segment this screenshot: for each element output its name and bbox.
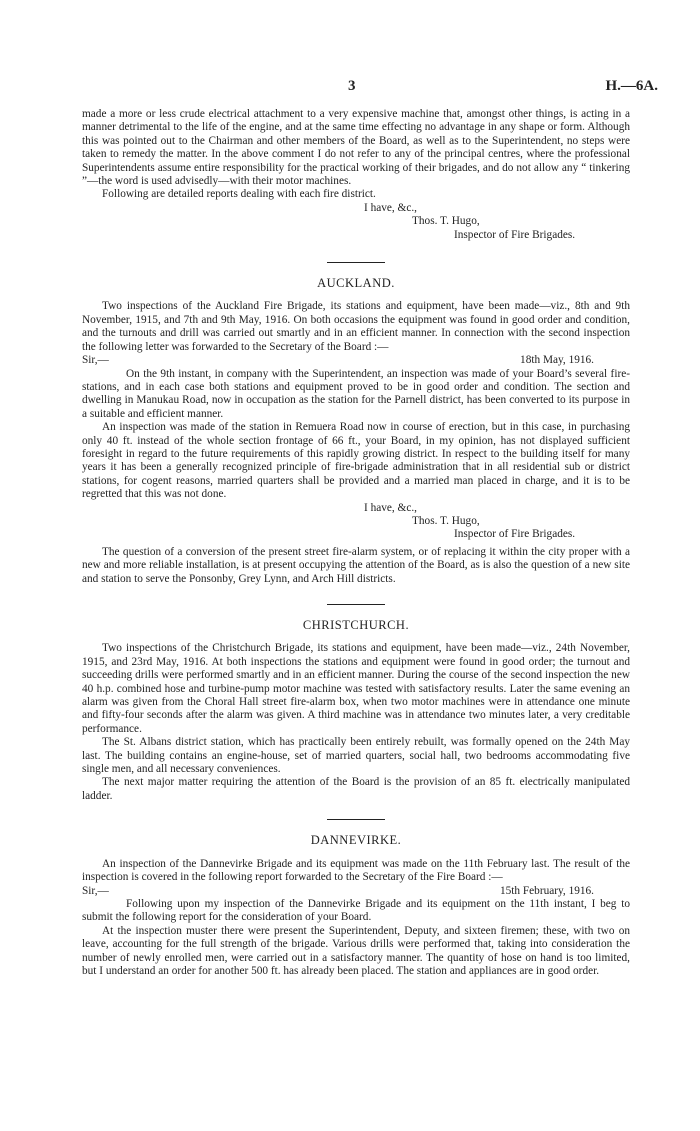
section-heading-dannevirke: DANNEVIRKE.: [310, 833, 402, 848]
letter-date: 15th February, 1916.: [499, 884, 594, 897]
dannevirke-letter-header: [82, 885, 630, 898]
section-divider: [327, 604, 385, 605]
page-body: [82, 108, 630, 978]
signature-name: Thos. T. Hugo,: [412, 215, 480, 228]
auckland-paragraph-2: The question of a conversion of the present street fire-alarm system, or of replacing it within the city proper with a new and more reliable installation, is at present occupying the attention of the Board, as is also the question of a new site and station to serve the Ponsonby, Grey Lynn, and Arch Hill districts.: [82, 545, 630, 585]
section-heading-christchurch: CHRISTCHURCH.: [302, 618, 410, 632]
page-number: 3: [348, 78, 356, 94]
section-divider: [327, 262, 385, 263]
letter-salutation: Sir,—: [82, 354, 109, 367]
section-divider: [327, 819, 385, 820]
christchurch-paragraph-3: The next major matter requiring the attention of the Board is the provision of an 85 ft. electrically manipulated ladder.: [82, 776, 630, 802]
auckland-letter-header: [82, 354, 630, 367]
auckland-letter-paragraph-2: An inspection was made of the station in Remuera Road now in course of erection, but in this case, in purchasing only 40 ft. instead of the whole section frontage of 66 ft., your Board, in my opinion, has not displayed sufficient foresight in regard to the future requirements of this rapidly growing district. In respect to the building itself for many years it has been a generally recognized principle of fire-brigade administration that in all residential sub or district stations, for cogent reasons, married quarters shall be provided and a married man placed in charge, and it is to be regretted that this was not done.: [82, 421, 630, 501]
signature-name: Thos. T. Hugo,: [412, 514, 480, 527]
auckland-signature: [82, 502, 630, 542]
dannevirke-letter-paragraph-1: Following upon my inspection of the Dannevirke Brigade and its equipment on the 11th instant, I beg to submit the following report for the consideration of your Board.: [82, 897, 630, 924]
christchurch-paragraph-2: The St. Albans district station, which has practically been entirely rebuilt, was formally opened on the 24th May last. The building contains an engine-house, set of married quarters, social hall, two bedrooms accommodating five single men, and all necessary conveniences.: [82, 736, 630, 776]
signature-title: Inspector of Fire Brigades.: [454, 528, 576, 541]
auckland-paragraph-1: Two inspections of the Auckland Fire Brigade, its stations and equipment, have been made—viz., 8th and 9th November, 1915, and 7th and 9th May, 1916. On both occasions the equipment was found in good order and condition, and the turnouts and drill was carried out smartly and in an efficient manner. In connection with the second inspection the following letter was forwarded to the Secretary of the Board :—: [82, 300, 630, 353]
intro-paragraph-2: Following are detailed reports dealing with each fire district.: [102, 188, 376, 201]
signature-greeting: I have, &c.,: [364, 201, 418, 214]
intro-signature: [82, 202, 630, 242]
letter-date: 18th May, 1916.: [520, 354, 594, 367]
letter-salutation: Sir,—: [82, 884, 109, 897]
signature-title: Inspector of Fire Brigades.: [454, 228, 576, 241]
section-heading-auckland: AUCKLAND.: [317, 276, 395, 291]
document-reference: H.—6A.: [605, 78, 658, 94]
dannevirke-letter-paragraph-2: At the inspection muster there were present the Superintendent, Deputy, and sixteen firemen; these, with two on leave, accounting for the full strength of the brigade. Various drills were performed that, taking into consideration the number of newly enrolled men, were carried out in a satisfactory manner. The quantity of hose on hand is too limited, but I understand an order for another 500 ft. has already been placed. The station and appliances are in good order.: [82, 924, 630, 977]
dannevirke-paragraph-1: An inspection of the Dannevirke Brigade and its equipment was made on the 11th February last. The result of the inspection is covered in the following report forwarded to the Secretary of the Fire Board :—: [82, 857, 630, 884]
christchurch-paragraph-1: Two inspections of the Christchurch Brigade, its stations and equipment, have been made—viz., 24th November, 1915, and 23rd May, 1916. At both inspections the stations and equipment were found in good order; the turnout and succeeding drills were performed smartly and in an efficient manner. During the course of the second inspection the new 40 h.p. combined hose and turbine-pump motor machine was tested with satisfactory results. Later the same evening an alarm was given from the Choral Hall street fire-alarm box, when two motor machines were in attendance one minute and fifty-four seconds after the alarm was given. A third machine was in attendance two minutes later, a very creditable performance.: [82, 642, 630, 735]
intro-paragraph: made a more or less crude electrical attachment to a very expensive machine that, amongst other things, is acting in a manner detrimental to the life of the engine, and at the same time effecting no advantage in any shape or form. Although this was pointed out to the Chairman and other members of the Board, as well as to the Superintendent, no steps were taken to remedy the matter. In the above comment I do not refer to any of the principal centres, where the professional Superintendents assume entire responsibility for the practical working of their brigades, and do not allow any “ tinkering ”—the word is used advisedly—with their motor machines.: [82, 108, 630, 188]
signature-greeting: I have, &c.,: [364, 501, 418, 514]
auckland-letter-paragraph-1: On the 9th instant, in company with the Superintendent, an inspection was made of your Board’s several fire-stations, and in each case both stations and equipment proved to be in good order and condition. The section and dwelling in Manukau Road, now in occupation as the station for the Parnell district, has been converted to its purpose in a suitable and efficient manner.: [82, 367, 630, 420]
